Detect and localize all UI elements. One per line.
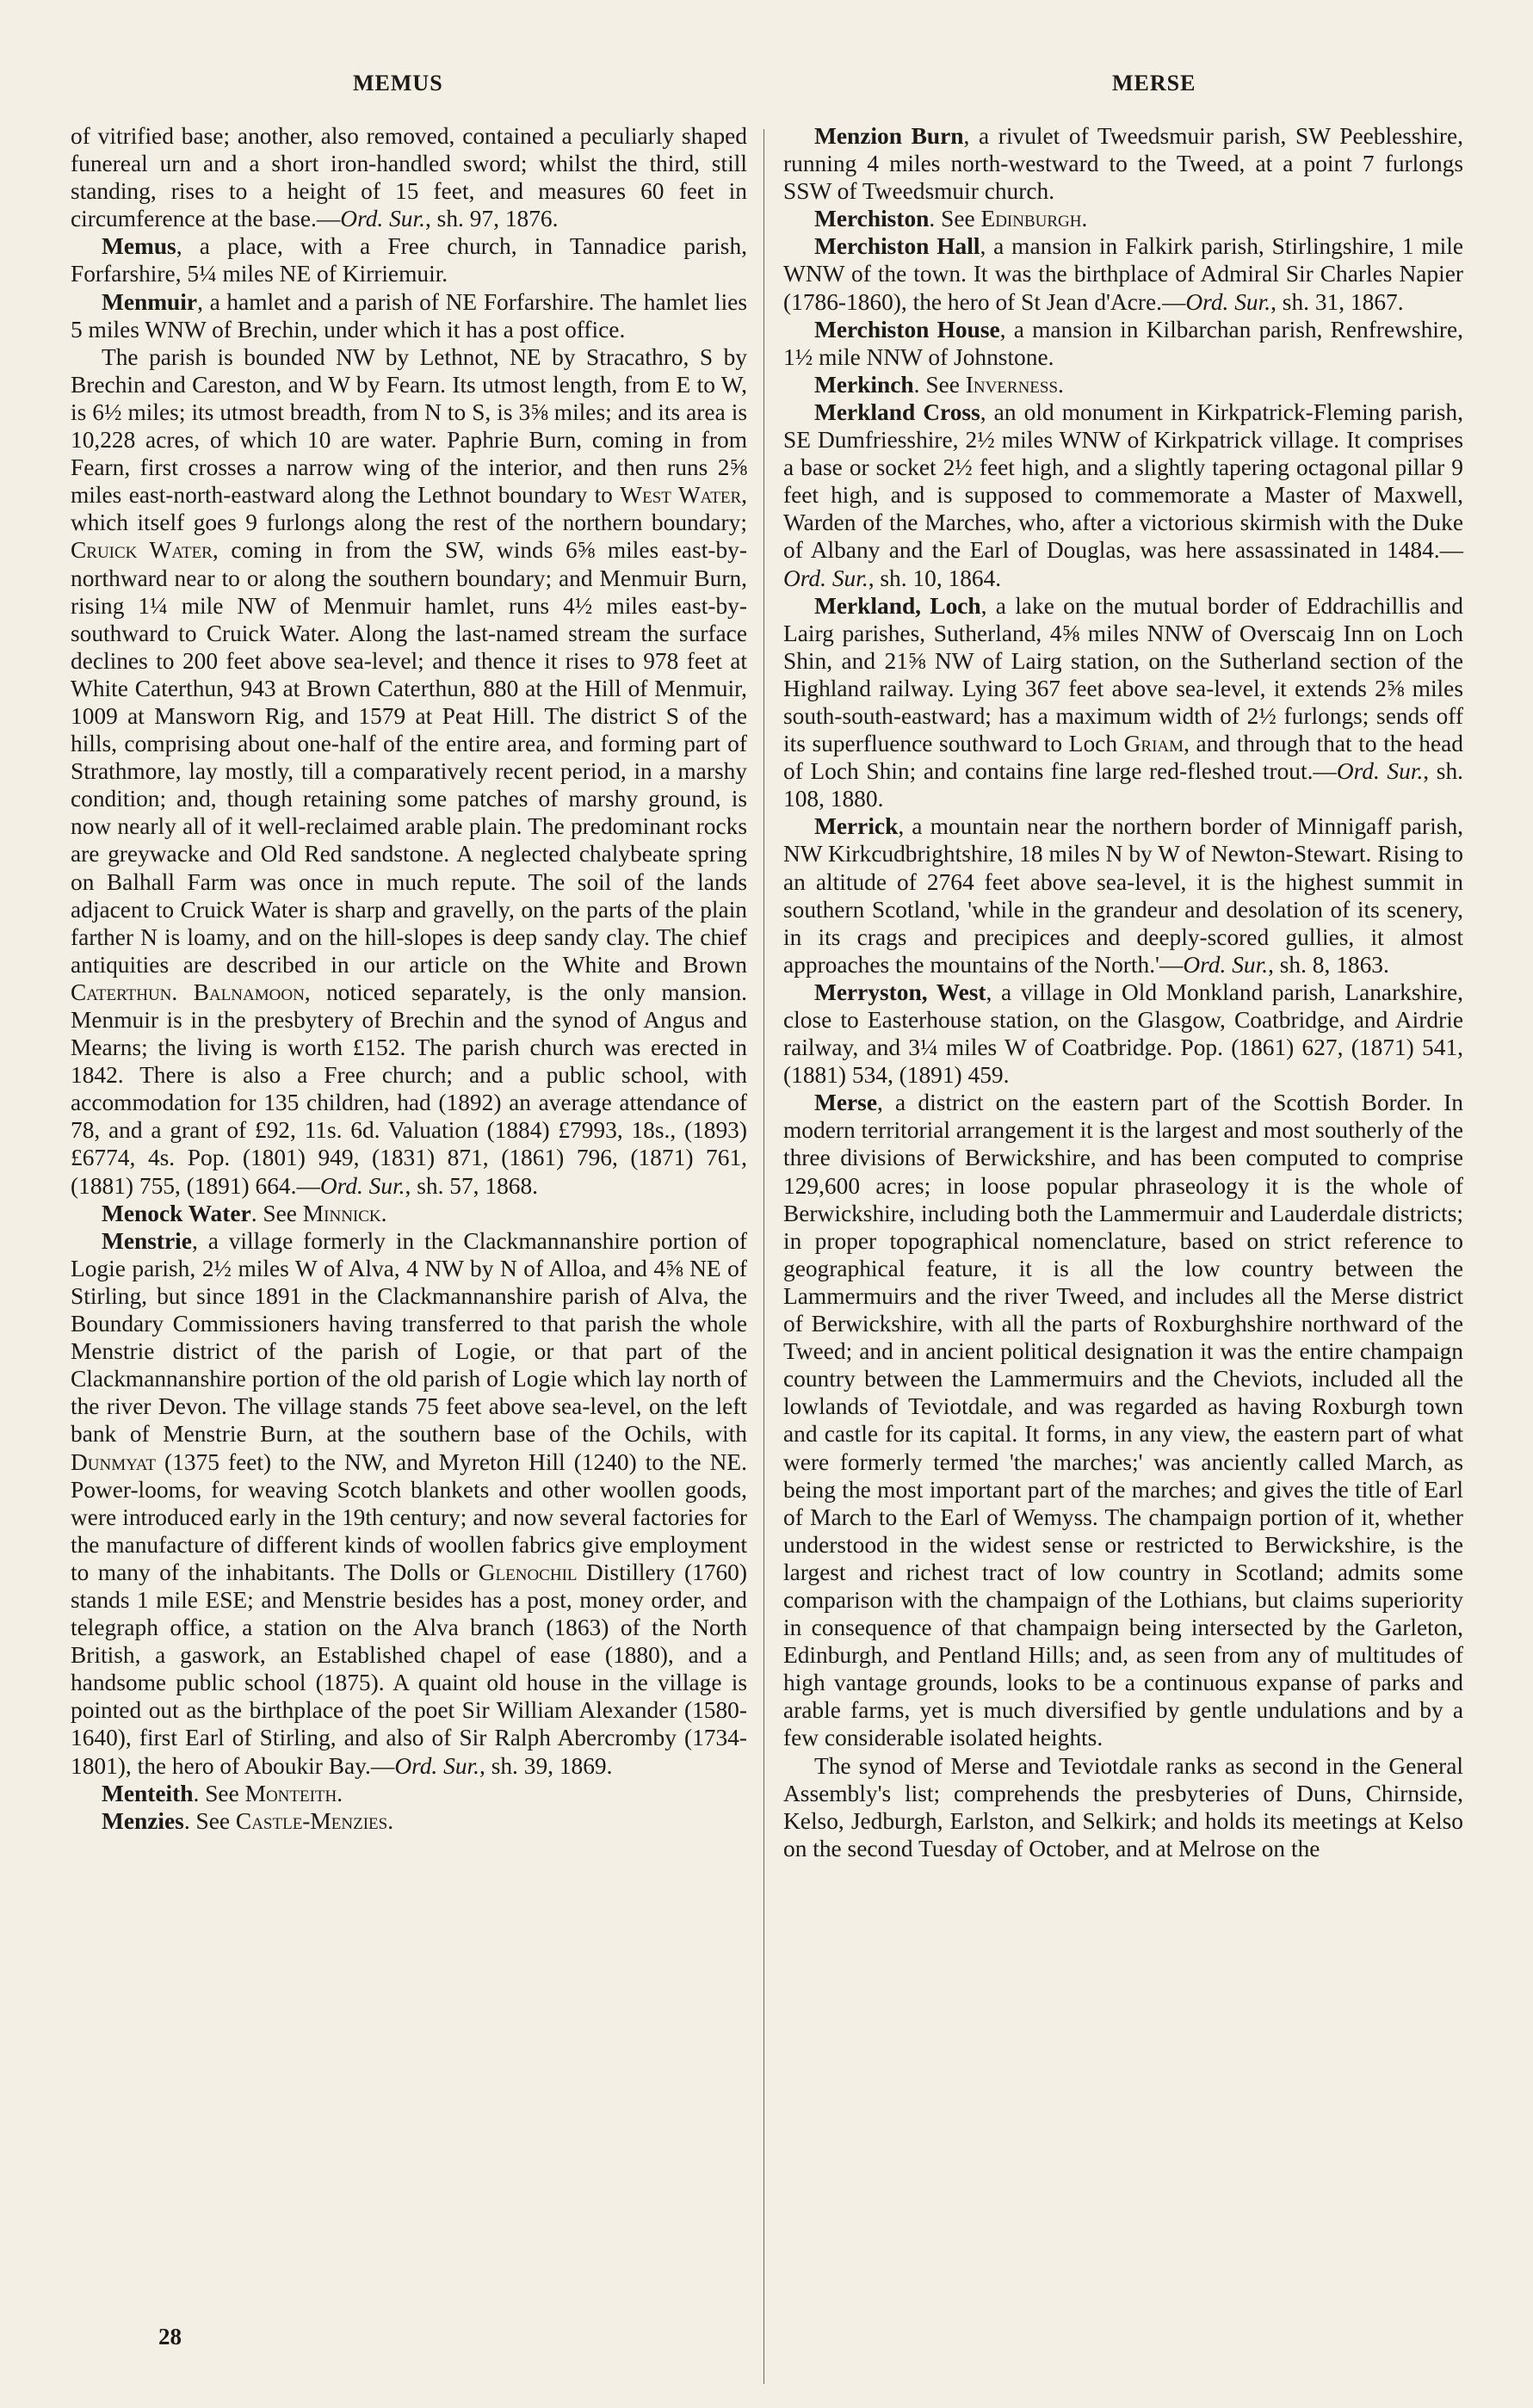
entry-text: . See	[183, 1807, 236, 1834]
entry-menzion-burn	[783, 122, 1463, 205]
headword: Menstrie	[102, 1227, 192, 1254]
entry-merrick	[783, 812, 1463, 979]
headword: Merse	[814, 1090, 877, 1116]
entry-menmuir	[71, 288, 747, 343]
running-head-left: MEMUS	[353, 71, 443, 96]
entry-text: . See	[913, 371, 966, 398]
cross-reference: Glenochil	[478, 1559, 578, 1585]
entry-text: , sh. 8, 1863.	[1268, 951, 1389, 978]
entry-merse-synod	[783, 1752, 1463, 1862]
entry-text: , sh. 57, 1868.	[405, 1172, 539, 1199]
entry-text: . See	[250, 1200, 303, 1226]
right-column	[783, 122, 1463, 1862]
entry-text: .	[1058, 371, 1064, 398]
entry-text: , a district on the eastern part of the Scottish Border. In modern territorial arrangement it is the largest and most southerly of the three divisions of Berwickshire, and has been computed to comprise 129,600 acres; in loose popular phraseology it is the whole of Berwickshire, including both the Lammermuir and Lauderdale districts; in proper topographical nomenclature, based on strict reference to geographical feature, it is all the low country between the Lammermuirs and the river Tweed, and includes all the Merse district of Berwickshire, with all the parts of Roxburghshire northward of the Tweed; and in ancient political designation it was the entire champaign country between the Lammermuirs and the Cheviots, included all the lowlands of Teviotdale, and was regarded as having Roxburgh town and castle for its capital. It forms, in any view, the eastern part of what were formerly termed 'the marches;' was anciently called March, as being the most important part of the marches; and gives the title of Earl of March to the Earl of Wemyss. The champaign portion of it, whether understood in the widest sense or restricted to Berwickshire, is the largest and richest tract of low country in Scotland; admits some comparison with the champaign of the Lothians, but claims superiority in consequence of that champaign being intersected by the Garleton, Edinburgh, and Pentland Hills; and, as seen from any of multitudes of high vantage grounds, looks to be a continuous expanse of parks and arable farms, yet is much diversified by gentle undulations and by a few considerable isolated heights.	[783, 1090, 1463, 1751]
entry-text: , a lake on the mutual border of Eddrachillis and Lairg parishes, Sutherland, 4⅝ miles NNW of Overscaig Inn on Loch Shin, and 21⅝ NW of Lairg station, on the Sutherland section of the Highland railway. Lying 367 feet above sea-level, it extends 2⅝ miles south-south-eastward; has a maximum width of 2½ furlongs; sends off its superfluence southward to Loch	[783, 592, 1463, 757]
entry-text: , an old monument in Kirkpatrick-Fleming parish, SE Dumfriesshire, 2½ miles WNW of Kirkpatrick village. It comprises a base or socket 2½ feet high, and a slightly tapering octagonal pillar 9 feet high, and is supposed to commemorate a Master of Maxwell, Warden of the Marches, who, after a victorious skirmish with the Duke of Albany and the Earl of Douglas, was here assassinated in 1484.—	[783, 398, 1463, 564]
headword: Menzies	[102, 1807, 184, 1834]
entry-text: . See	[193, 1780, 245, 1806]
survey-reference: Ord. Sur.	[1183, 951, 1269, 978]
survey-reference: Ord. Sur.	[1336, 758, 1424, 785]
entry-menzies	[71, 1807, 747, 1835]
survey-reference: Ord. Sur.	[1185, 288, 1271, 315]
entry-text: , a village formerly in the Clackmannanshire portion of Logie parish, 2½ miles W of Alva, 4 NW by N of Alloa, and 4⅝ NE of Stirling, but since 1891 in the Clackmannanshire parish of Alva, the Boundary Commissioners having transferred to that parish the whole Menstrie district of the parish of Logie, or that part of the Clackmannanshire portion of the old parish of Logie which lay north of the river Devon. The village stands 75 feet above sea-level, on the left bank of Menstrie Burn, at the southern base of the Ochils, with	[71, 1227, 747, 1448]
cross-reference: Inverness	[965, 371, 1059, 398]
headword: Merchiston Hall	[814, 233, 980, 260]
headword: Menock Water	[102, 1200, 251, 1226]
entry-merchiston-hall	[783, 232, 1463, 315]
entry-text: , a village in Old Monkland parish, Lanarkshire, close to Easterhouse station, on the Glasgow, Coatbridge, and Airdrie railway, and 3¼ miles W of Coatbridge. Pop. (1861) 627, (1871) 541, (1881) 534, (1891) 459.	[783, 979, 1463, 1089]
entry-text: .	[337, 1780, 343, 1806]
cross-reference: Cruick Water	[71, 537, 213, 564]
entry-text: Distillery (1760) stands 1 mile ESE; and Menstrie besides has a post, money order, and telegraph office, a station on the Alva branch (1863) of the North British, a gaswork, an Established chapel of ease (1880), and a handsome public school (1875). A quaint old house in the village is pointed out as the birthplace of the poet Sir William Alexander (1580-1640), first Earl of Stirling, and also of Sir Ralph Abercromby (1734-1801), the hero of Aboukir Bay.—	[71, 1559, 748, 1779]
cross-reference: Castle-Menzies	[235, 1807, 388, 1834]
entry-menstrie	[71, 1227, 747, 1780]
cross-reference: Edinburgh	[980, 206, 1082, 232]
entry-merchiston	[783, 205, 1463, 232]
headword: Merkinch	[814, 371, 914, 398]
running-head-right: MERSE	[1112, 71, 1196, 96]
survey-reference: Ord. Sur.	[340, 206, 425, 232]
entry-text: , a mountain near the northern border of Minnigaff parish, NW Kirkcudbrightshire, 18 miles N by W of Newton-Stewart. Rising to an altitude of 2764 feet above sea-level, it is the highest summit in southern Scotland, 'while in the grandeur and desolation of its scenery, in its crags and precipices and deeply-scored gullies, it almost approaches the mountains of the North.'—	[783, 813, 1463, 978]
headword: Menteith	[102, 1780, 194, 1806]
survey-reference: Ord. Sur.	[319, 1172, 405, 1199]
headword: Menzion Burn	[814, 123, 964, 149]
entry-merkland-loch	[783, 592, 1463, 813]
cross-reference: Dunmyat	[71, 1448, 156, 1475]
page-number: 28	[158, 2324, 182, 2349]
entry-text: .	[1081, 206, 1088, 232]
entry-text: (1375 feet) to the NW, and Myreton Hill (1240) to the NE. Power-looms, for weaving Scotch blankets and other woollen goods, were introduced early in the 19th century; and now several factories for the manufacture of different kinds of woollen fabrics give employment to many of the inhabitants. The Dolls or	[71, 1448, 747, 1585]
headword: Merrick	[814, 813, 899, 840]
entry-text: . See	[929, 206, 981, 232]
entry-text: .	[387, 1807, 394, 1834]
cross-reference: West Water	[620, 482, 742, 509]
entry-text: .	[171, 979, 194, 1005]
entry-text: , which itself goes 9 furlongs along the rest of the northern boundary;	[71, 482, 747, 536]
headword: Merkland Cross	[814, 398, 980, 425]
entry-text: , sh. 39, 1869.	[479, 1752, 613, 1779]
entry-text: , a place, with a Free church, in Tannadice parish, Forfarshire, 5¼ miles NE of Kirriemuir.	[71, 233, 747, 287]
cross-reference: Balnamoon	[193, 979, 305, 1005]
entry-text: , noticed separately, is the only mansion. Menmuir is in the presbytery of Brechin and the synod of Angus and Mearns; the living is worth £152. The parish church was erected in 1842. There is also a Free church; and a public school, with accommodation for 135 children, had (1892) an average attendance of 78, and a grant of £92, 11s. 6d. Valuation (1884) £7993, 18s., (1893) £6774, 4s. Pop. (1801) 949, (1831) 871, (1861) 796, (1871) 761, (1881) 755, (1891) 664.—	[71, 979, 747, 1199]
column-divider	[763, 129, 764, 2384]
entry-text: , and through that to the head of Loch Shin; and contains fine large red-fleshed trout.—	[783, 731, 1463, 785]
survey-reference: Ord. Sur.	[783, 565, 868, 591]
cross-reference: Monteith	[244, 1780, 337, 1806]
entry-text: , a mansion in Kilbarchan parish, Renfrewshire, 1½ mile NNW of Johnstone.	[783, 316, 1464, 370]
headword: Memus	[102, 233, 176, 260]
entry-text: , a rivulet of Tweedsmuir parish, SW Peeblesshire, running 4 miles north-westward to the Tweed, at a point 7 furlongs SSW of Tweedsmuir church.	[783, 123, 1463, 205]
entry-text: , sh. 97, 1876.	[424, 206, 559, 232]
entry-merryston-west	[783, 979, 1463, 1089]
headword: Merkland, Loch	[814, 592, 981, 619]
entry-text: , a mansion in Falkirk parish, Stirlingshire, 1 mile WNW of the town. It was the birthplace of Admiral Sir Charles Napier (1786-1860), the hero of St Jean d'Acre.—	[783, 233, 1463, 315]
headword: Menmuir	[102, 288, 198, 315]
left-column	[71, 122, 747, 1835]
entry-merchiston-house	[783, 316, 1463, 371]
entry-memus-continuation	[71, 122, 747, 232]
entry-merkland-cross	[783, 398, 1463, 592]
entry-text: , sh. 10, 1864.	[868, 565, 1002, 591]
entry-text: , sh. 31, 1867.	[1270, 288, 1404, 315]
entry-memus	[71, 232, 747, 287]
entry-text: The synod of Merse and Teviotdale ranks as second in the General Assembly's list; comprehends the presbyteries of Duns, Chirnside, Kelso, Jedburgh, Earlston, and Selkirk; and holds its meetings at Kelso on the second Tuesday of October, and at Melrose on the	[783, 1752, 1463, 1862]
cross-reference: Griam	[1123, 731, 1184, 757]
entry-text: , a hamlet and a parish of NE Forfarshire. The hamlet lies 5 miles WNW of Brechin, under which it has a post office.	[71, 288, 747, 343]
entry-text: The parish is bounded NW by Lethnot, NE by Stracathro, S by Brechin and Careston, and W by Fearn. Its utmost length, from E to W, is 6½ miles; its utmost breadth, from N to S, is 3⅝ miles; and its area is 10,228 acres, of which 10 are water. Paphrie Burn, coming in from Fearn, first crosses a narrow wing of the interior, and then runs 2⅝ miles east-north-eastward along the Lethnot boundary to	[71, 343, 747, 509]
entry-merkinch	[783, 371, 1463, 398]
entry-text: , coming in from the SW, winds 6⅝ miles east-by-northward near to or along the southern boundary; and Menmuir Burn, rising 1¼ mile NW of Menmuir hamlet, runs 4½ miles east-by-southward to Cruick Water. Along the last-named stream the surface declines to 200 feet above sea-level; and thence it rises to 978 feet at White Caterthun, 943 at Brown Caterthun, 880 at the Hill of Menmuir, 1009 at Mansworn Rig, and 1579 at Peat Hill. The district S of the hills, comprising about one-half of the entire area, and forming part of Strathmore, lay mostly, till a comparatively recent period, in a marshy condition; and, though retaining some patches of marshy ground, is now nearly all of it well-reclaimed arable plain. The predominant rocks are greywacke and Old Red sandstone. A neglected chalybeate spring on Balhall Farm was once in much repute. The soil of the lands adjacent to Cruick Water is sharp and gravelly, on the parts of the plain farther N is loamy, and on the hill-slopes is deep sandy clay. The chief antiquities are described in our article on the White and Brown	[71, 537, 747, 978]
cross-reference: Caterthun	[71, 979, 172, 1005]
entry-text: , sh. 108, 1880.	[783, 758, 1463, 812]
headword: Merchiston House	[814, 316, 1000, 343]
survey-reference: Ord. Sur.	[394, 1752, 479, 1779]
entry-menteith	[71, 1780, 747, 1807]
cross-reference: Minnick	[302, 1200, 381, 1226]
entry-merse	[783, 1089, 1463, 1751]
entry-text: of vitrified base; another, also removed, contained a peculiarly shaped funereal urn and a short iron-handled sword; whilst the third, still standing, rises to a height of 15 feet, and measures 60 feet in circumference at the base.—	[71, 123, 747, 232]
headword: Merchiston	[814, 206, 930, 232]
entry-menmuir-parish	[71, 343, 747, 1200]
entry-menock-water	[71, 1200, 747, 1227]
entry-text: .	[380, 1200, 387, 1226]
headword: Merryston, West	[814, 979, 986, 1005]
